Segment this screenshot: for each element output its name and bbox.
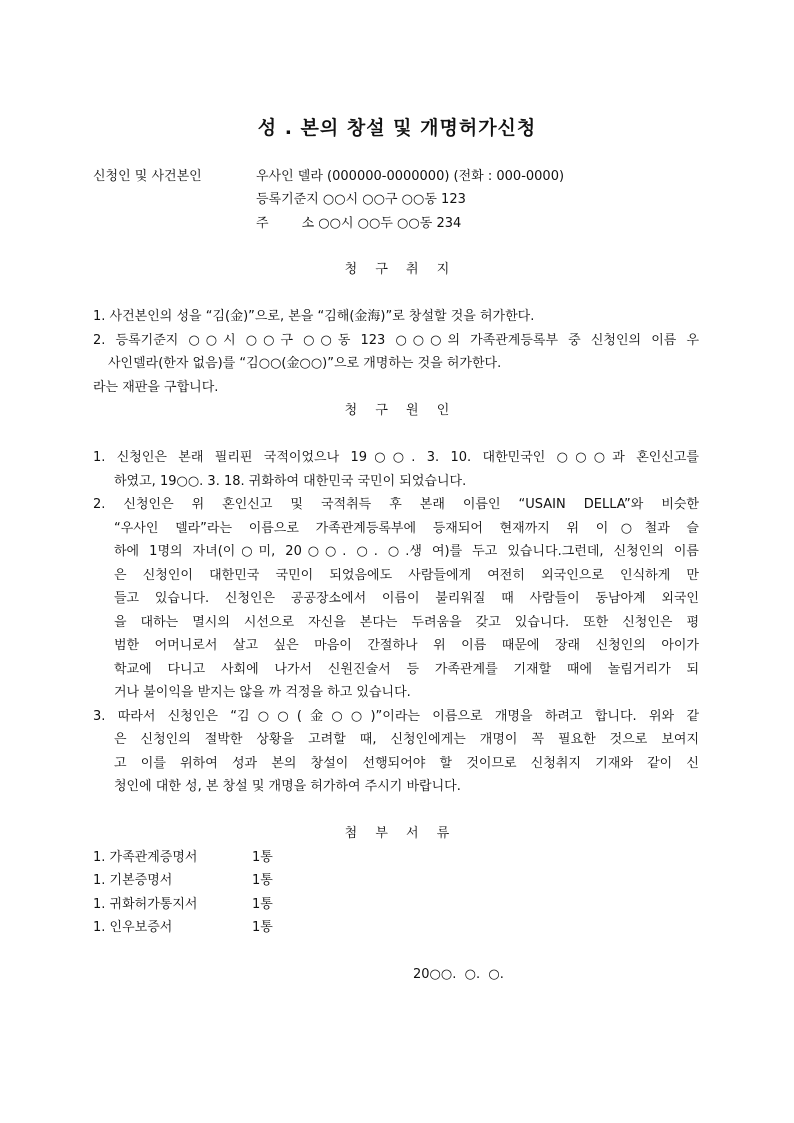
attachment-name: 1. 인우보증서 [93, 920, 173, 935]
attachment-count: 1통 [252, 897, 273, 912]
claim-item: 1. 사건본인의 성을 “김(金)”으로, 본을 “김해(金海)”로 창설할 것을 허가한다. [93, 309, 535, 324]
cause-line: 하였고, 19○○. 3. 18. 귀화하여 대한민국 국민이 되었습니다. [114, 474, 467, 489]
cause-line: 청인에 대한 성, 본 창설 및 개명을 허가하여 주시기 바랍니다. [114, 779, 461, 794]
cause-line: 고 이를 위하여 성과 본의 창설이 선행되어야 할 것이므로 신청취지 기재와 같이 신 [114, 756, 699, 771]
claim-item: 사인델라(한자 없음)를 “김○○(金○○)”으로 개명하는 것을 허가한다. [108, 356, 502, 371]
attachment-count: 1통 [252, 920, 273, 935]
cause-line: 1. 신청인은 본래 필리핀 국적이었으나 19○○. 3. 10. 대한민국인 ○○○과 혼인신고를 [93, 450, 699, 465]
filing-date: 20○○. ○. ○. [413, 967, 504, 982]
applicant-name: 우사인 델라 (000000-0000000) (전화 : 000-0000) [256, 169, 565, 184]
cause-line: 을 대하는 멸시의 시선으로 자신을 본다는 두려움을 갖고 있습니다. 또한 신청인은 평 [114, 615, 699, 630]
attachments-heading: 첨 부 서 류 [344, 826, 450, 841]
cause-heading: 청 구 원 인 [344, 403, 450, 418]
page-title: 성 . 본의 창설 및 개명허가신청 [257, 117, 537, 139]
applicant-address: 주 소 ○○시 ○○두 ○○동 234 [256, 216, 462, 231]
attachment-count: 1통 [252, 873, 273, 888]
applicant-registration: 등록기준지 ○○시 ○○구 ○○동 123 [256, 192, 466, 207]
applicant-label: 신청인 및 사건본인 [93, 169, 202, 184]
attachment-name: 1. 가족관계증명서 [93, 850, 198, 865]
attachment-name: 1. 귀화허가통지서 [93, 897, 198, 912]
cause-line: 3. 따라서 신청인은 “김○○(金○○)”이라는 이름으로 개명을 하려고 합니다. 위와 같 [93, 709, 699, 724]
cause-line: 은 신청인이 대한민국 국민이 되었음에도 사람들에게 여전히 외국인으로 인식하게 만 [114, 568, 699, 583]
cause-line: 학교에 다니고 사회에 나가서 신원진술서 등 가족관계를 기재할 때에 놀림거리가 되 [114, 662, 699, 677]
attachment-name: 1. 기본증명서 [93, 873, 173, 888]
cause-line: 은 신청인의 절박한 상황을 고려할 때, 신청인에게는 개명이 꼭 필요한 것으로 보여지 [114, 732, 699, 747]
cause-line: 거나 불이익을 받지는 않을 까 걱정을 하고 있습니다. [114, 685, 411, 700]
cause-line: 범한 어머니로서 살고 싶은 마음이 간절하나 위 이름 때문에 장래 신청인의 아이가 [114, 638, 699, 653]
attachment-count: 1통 [252, 850, 273, 865]
cause-line: “우사인 델라”라는 이름으로 가족관계등록부에 등재되어 현재까지 위 이○철과 슬 [114, 521, 699, 536]
claim-heading: 청 구 취 지 [344, 262, 450, 277]
cause-line: 2. 신청인은 위 혼인신고 및 국적취득 후 본래 이름인 “USAIN DELLA”와 비슷한 [93, 497, 699, 512]
claim-closing: 라는 재판을 구합니다. [93, 380, 219, 395]
cause-line: 들고 있습니다. 신청인은 공공장소에서 이름이 불리워질 때 사람들이 동남아계 외국인 [114, 591, 699, 606]
cause-line: 하에 1명의 자녀(이○미, 20○○. ○. ○.생 여)를 두고 있습니다.그런데, 신청인의 이름 [114, 544, 699, 559]
claim-item: 2. 등록기준지 ○○시 ○○구 ○○동 123 ○○○의 가족관계등록부 중 신청인의 이름 우 [93, 333, 699, 348]
